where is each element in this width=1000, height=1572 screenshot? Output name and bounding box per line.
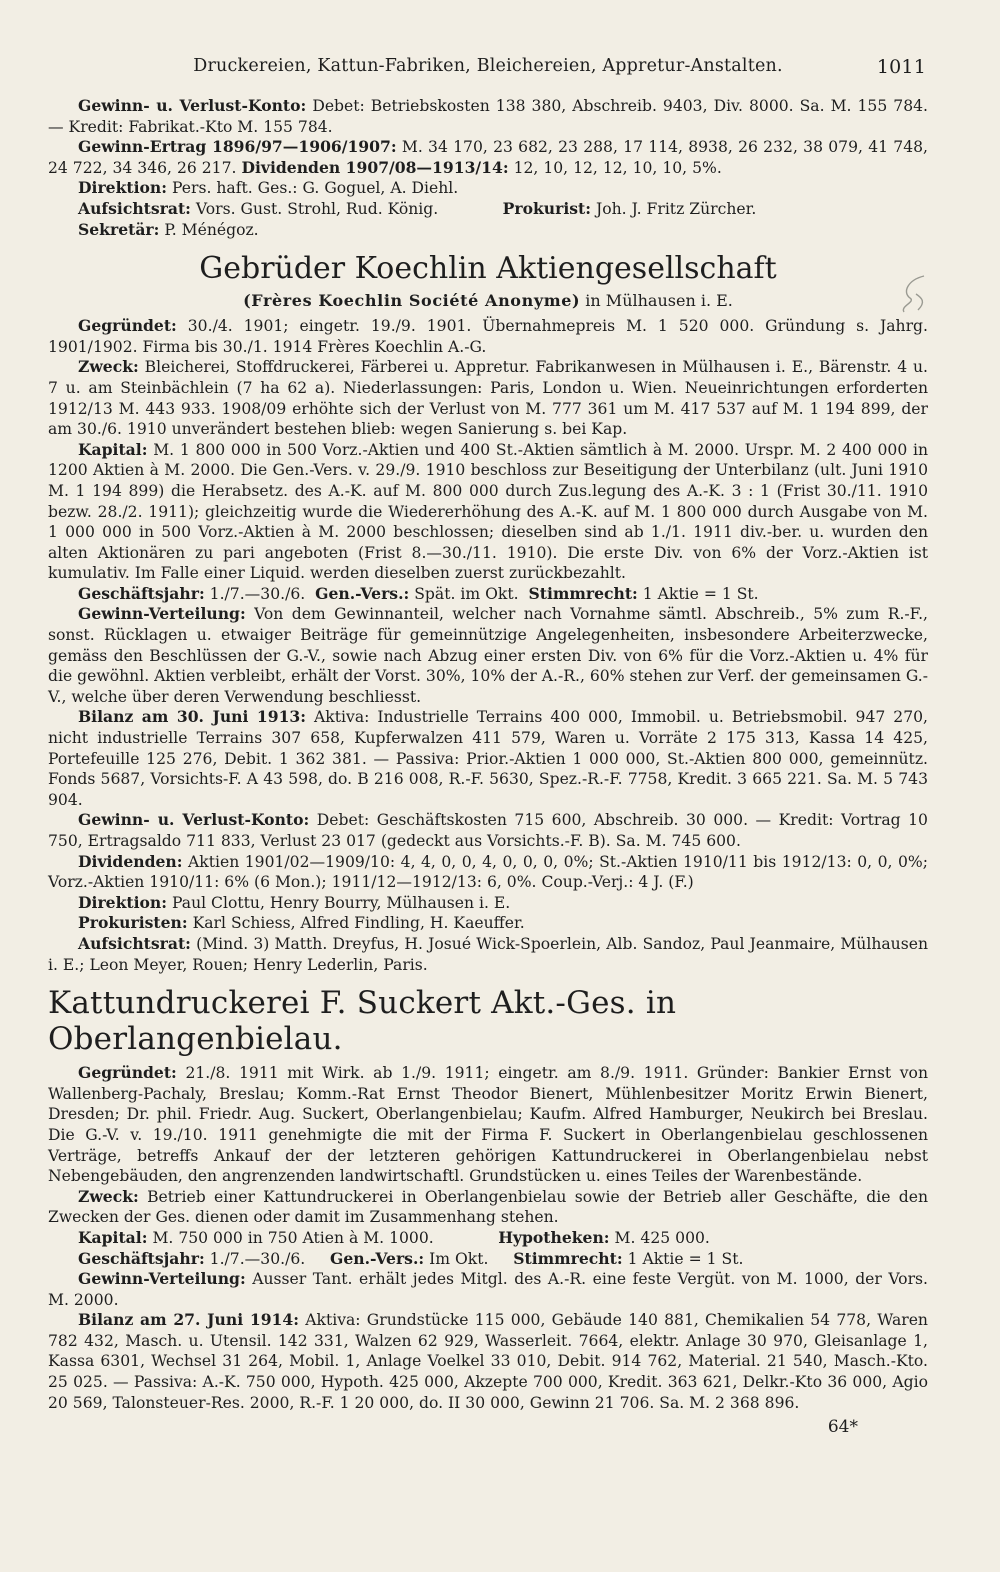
- running-title: Druckereien, Kattun-Fabriken, Bleichereien, Appretur-Anstalten.: [193, 56, 783, 76]
- suckert-kap-label: Kapital:: [78, 1227, 148, 1247]
- koechlin-entry: [48, 252, 928, 975]
- prev-ertrag-label: Gewinn-Ertrag 1896/97—1906/1907:: [78, 137, 397, 157]
- koechlin-gj-text: 1./7.—30./6.: [209, 584, 306, 603]
- koechlin-prokuristen: [48, 913, 928, 934]
- koechlin-aufsichtsrat: [48, 934, 928, 975]
- koechlin-dividenden: [48, 852, 928, 893]
- suckert-hyp-text: M. 425 000.: [614, 1228, 710, 1247]
- suckert-gv-text: Im Okt.: [429, 1249, 489, 1268]
- signature-mark: 64*: [827, 1417, 858, 1438]
- suckert-gegr-text: 21./8. 1911 mit Wirk. ab 1./9. 1911; eingetr. am 8./9. 1911. Gründer: Bankier Ernst von Wallenberg-Pachaly, Breslau; Komm.-Rat Ernst Theodor Bienert, Mühlenbesitzer Moritz Erwin Bienert, Dresden; Dr. phil. Friedr. Aug. Suckert, Oberlangenbielau; Kaufm. Alfred Hamburger, Neukirch bei Breslau. Die G.-V. v. 19./10. 1911 genehmigte die mit der Firma F. Suckert in Oberlangenbielau geschlossenen Verträge, betreffs Ankauf der der letzteren gehörigen Kattundruckerei in Oberlangenbielau nebst Nebengebäuden, den angrenzenden landwirtschaftl. Grundstücken u. eines Teiles der Warenbestände.: [48, 1064, 928, 1186]
- koechlin-subtitle-place: in Mülhausen i. E.: [585, 291, 733, 311]
- koechlin-prok-text: Karl Schiess, Alfred Findling, H. Kaeuffer.: [192, 914, 525, 933]
- suckert-gegruendet: [48, 1063, 928, 1187]
- page-number: 1011: [876, 56, 926, 78]
- koechlin-prok-label: Prokuristen:: [78, 913, 188, 933]
- koechlin-zweck-text: Bleicherei, Stoffdruckerei, Färberei u. Appretur. Fabrikanwesen in Mülhausen i. E., Bärenstr. 4 u. 7 u. am Steinbächlein (7 ha 62 a). Niederlassungen: Paris, London u. Wien. Neueinrichtungen erforderten 1912/13 M. 443 933. 1908/09 erhöhte sich der Verlust von M. 777 361 um M. 417 537 auf M. 1 194 899, der am 30./6. 1910 unverändert bestehen blieb: wegen Sanierung s. bei Kap.: [48, 358, 928, 439]
- prev-prok-text: Joh. J. Fritz Zürcher.: [596, 199, 757, 218]
- page-header: [48, 56, 928, 96]
- suckert-zweck-text: Betrieb einer Kattundruckerei in Oberlangenbielau sowie der Betrieb aller Geschäfte, die den Zwecken der Ges. dienen oder damit im Zusammenhang stehen.: [48, 1187, 928, 1227]
- prev-ertrag-text: M. 34 170, 23 682, 23 288, 17 114, 8938, 26 232, 38 079, 41 748, 24 722, 34 346, 26 217.: [48, 138, 928, 177]
- suckert-zweck: [48, 1187, 928, 1228]
- koechlin-gvk-label: Gewinn- u. Verlust-Konto:: [78, 810, 310, 830]
- koechlin-gvt-label: Gewinn-Verteilung:: [78, 604, 246, 624]
- pencil-scribble-mark: [894, 272, 934, 318]
- suckert-st-label: Stimmrecht:: [513, 1248, 623, 1268]
- suckert-hyp-label: Hypotheken:: [498, 1227, 610, 1247]
- suckert-kapital: [48, 1228, 928, 1249]
- prev-gv-text: Debet: Betriebskosten 138 380, Abschreib. 9403, Div. 8000. Sa. M. 155 784. — Kredit: Fabrikat.-Kto M. 155 784.: [48, 97, 928, 136]
- koechlin-gj: [48, 584, 928, 605]
- koechlin-subtitle: [48, 290, 928, 312]
- suckert-gvt-text: Ausser Tant. erhält jedes Mitgl. des A.-R. eine feste Vergüt. von M. 1000, der Vors. M. 2000.: [48, 1270, 928, 1309]
- koechlin-st-label: Stimmrecht:: [528, 583, 638, 603]
- koechlin-kap-text: M. 1 800 000 in 500 Vorz.-Aktien und 400 St.-Aktien sämtlich à M. 2000. Urspr. M. 2 400 000 in 1200 Aktien à M. 2000. Die Gen.-Vers. v. 29./9. 1910 beschloss zur Beseitigung der Unterbilanz (ult. Juni 1910 M. 1 194 899) die Herabsetz. des A.-K. auf M. 800 000 durch Zus.legung des A.-K. 3 : 1 (Frist 30./11. 1910 bezw. 28./2. 1911); gleichzeitig wurde die Wiedererhöhung des A.-K. auf M. 1 800 000 durch Ausgabe von M. 1 000 000 in 500 Vorz.-Aktien à M. 2000 beschlossen; dieselben sind ab 1./1. 1911 div.-ber. u. wurden den alten Aktionären zu pari angeboten (Frist 8.—30./11. 1910). Die erste Div. von 6% der Vorz.-Aktien ist kumulativ. Im Falle einer Liquid. werden dieselben zuerst zurückbezahlt.: [48, 440, 928, 583]
- koechlin-gvt-text: Von dem Gewinnanteil, welcher nach Vornahme sämtl. Abschreib., 5% zum R.-F., sonst. Rücklagen u. etwaiger Beiträge für gemeinnützige Angelegenheiten, insbesondere Arbeiterzwecke, gemäss den Beschlüssen der G.-V., sowie nach Abzug einer ersten Div. von 6% für die Vorz.-Aktien u. 4% für die gewöhnl. Aktien verbleibt, erhält der Vorst. 30%, 10% der A.-R., 60% stehen zur Verf. der gemeinsamen G.-V., welche über deren Verwendung beschliesst.: [48, 605, 928, 706]
- suckert-entry: [48, 985, 928, 1413]
- koechlin-zweck: [48, 357, 928, 439]
- prev-ar-paragraph: [48, 199, 928, 220]
- prev-ar-label: Aufsichtsrat:: [78, 198, 191, 218]
- koechlin-kap-label: Kapital:: [78, 439, 148, 459]
- prev-dir-paragraph: [48, 178, 928, 199]
- koechlin-bil-text: Aktiva: Industrielle Terrains 400 000, Immobil. u. Betriebsmobil. 947 270, nicht industrielle Terrains 307 658, Kupferwalzen 411 579, Waren u. Vorräte 2 175 313, Kassa 14 425, Portefeuille 125 276, Debit. 1 362 381. — Passiva: Prior.-Aktien 1 000 000, St.-Aktien 800 000, gemeinnütz. Fonds 5687, Vorsichts-F. A 43 598, do. B 216 008, R.-F. 5630, Spez.-R.-F. 7758, Kredit. 3 665 221. Sa. M. 5 743 904.: [48, 708, 928, 809]
- koechlin-dir-text: Paul Clottu, Henry Bourry, Mülhausen i. E.: [171, 893, 511, 912]
- koechlin-bil-label: Bilanz am 30. Juni 1913:: [78, 707, 307, 727]
- koechlin-st-text: 1 Aktie = 1 St.: [642, 584, 759, 603]
- suckert-gvt-label: Gewinn-Verteilung:: [78, 1269, 246, 1289]
- prev-sek-text: P. Ménégoz.: [164, 220, 259, 239]
- suckert-gewinnverteilung: [48, 1269, 928, 1310]
- koechlin-gv-label: Gen.-Vers.:: [315, 583, 410, 603]
- koechlin-title: Gebrüder Koechlin Aktiengesellschaft: [199, 251, 777, 287]
- koechlin-kapital: [48, 440, 928, 584]
- koechlin-gvk-text: Debet: Geschäftskosten 715 600, Abschreib. 30 000. — Kredit: Vortrag 10 750, Ertragsaldo 711 833, Verlust 23 017 (gedeckt aus Vorsichts.-F. B). Sa. M. 745 600.: [48, 811, 928, 850]
- suckert-title: Kattundruckerei F. Suckert Akt.-Ges. in Oberlangenbielau.: [48, 985, 677, 1058]
- suckert-kap-text: M. 750 000 in 750 Atien à M. 1000.: [152, 1228, 434, 1247]
- suckert-bil-text: Aktiva: Grundstücke 115 000, Gebäude 140 881, Chemikalien 54 778, Waren 782 432, Masch. u. Utensil. 142 331, Walzen 62 929, Wasserleit. 7664, elektr. Anlage 30 970, Gleisanlage 1, Kassa 6301, Wechsel 31 264, Mobil. 1, Anlage Voelkel 33 010, Debit. 914 762, Material. 21 540, Masch.-Kto. 25 025. — Passiva: A.-K. 750 000, Hypoth. 425 000, Akzepte 700 000, Kredit. 363 621, Delkr.-Kto 36 000, Agio 20 569, Talonsteuer-Res. 2000, R.-F. 1 20 000, do. II 30 000, Gewinn 21 706. Sa. M. 2 368 896.: [48, 1311, 928, 1412]
- prev-gv-paragraph: [48, 96, 928, 137]
- koechlin-gv-konto: [48, 810, 928, 851]
- koechlin-gegr-text: 30./4. 1901; eingetr. 19./9. 1901. Übernahmepreis M. 1 520 000. Gründung s. Jahrg. 1901/1902. Firma bis 30./1. 1914 Frères Koechlin A.-G.: [48, 317, 928, 356]
- prev-prok-label: Prokurist:: [502, 198, 592, 218]
- koechlin-direktion: [48, 893, 928, 914]
- koechlin-ar-label: Aufsichtsrat:: [78, 933, 191, 953]
- koechlin-ar-text: (Mind. 3) Matth. Dreyfus, H. Josué Wick-Spoerlein, Alb. Sandoz, Paul Jeanmaire, Mülhausen i. E.; Leon Meyer, Rouen; Henry Lederlin, Paris.: [48, 934, 928, 974]
- koechlin-gewinnverteilung: [48, 604, 928, 707]
- prev-sek-label: Sekretär:: [78, 219, 160, 239]
- prev-sek-paragraph: [48, 220, 928, 241]
- koechlin-gj-label: Geschäftsjahr:: [78, 583, 205, 603]
- suckert-bilanz: [48, 1310, 928, 1413]
- suckert-zweck-label: Zweck:: [78, 1186, 139, 1206]
- previous-entry: [48, 96, 928, 240]
- koechlin-div-text: Aktien 1901/02—1909/10: 4, 4, 0, 0, 4, 0, 0, 0, 0%; St.-Aktien 1910/11 bis 1912/13: 0, 0, 0%; Vorz.-Aktien 1910/11: 6% (6 Mon.); 1911/12—1912/13: 6, 0%. Coup.-Verj.: 4 J. (F.): [48, 852, 928, 892]
- koechlin-gegr-label: Gegründet:: [78, 316, 177, 336]
- prev-dir-label: Direktion:: [78, 178, 168, 198]
- prev-div-text: 12, 10, 12, 12, 10, 10, 5%.: [513, 158, 722, 177]
- prev-ar-text: Vors. Gust. Strohl, Rud. König.: [195, 199, 439, 218]
- suckert-gj: [48, 1249, 928, 1270]
- koechlin-zweck-label: Zweck:: [78, 357, 139, 377]
- prev-gv-label: Gewinn- u. Verlust-Konto:: [78, 96, 307, 115]
- suckert-gv-label: Gen.-Vers.:: [330, 1248, 425, 1268]
- koechlin-div-label: Dividenden:: [78, 851, 183, 871]
- suckert-bil-label: Bilanz am 27. Juni 1914:: [78, 1310, 299, 1330]
- suckert-gj-text: 1./7.—30./6.: [209, 1249, 306, 1268]
- suckert-st-text: 1 Aktie = 1 St.: [627, 1249, 744, 1268]
- koechlin-subtitle-bold: (Frères Koechlin Société Anonyme): [243, 291, 581, 311]
- suckert-gegr-label: Gegründet:: [78, 1063, 177, 1083]
- koechlin-bilanz: [48, 707, 928, 810]
- koechlin-gegruendet: [48, 316, 928, 357]
- prev-div-label: Dividenden 1907/08—1913/14:: [241, 157, 509, 177]
- suckert-gj-label: Geschäftsjahr:: [78, 1248, 205, 1268]
- koechlin-gv-text: Spät. im Okt.: [414, 584, 519, 603]
- prev-dir-text: Pers. haft. Ges.: G. Goguel, A. Diehl.: [171, 179, 459, 198]
- koechlin-dir-label: Direktion:: [78, 892, 168, 912]
- prev-ertrag-paragraph: [48, 137, 928, 178]
